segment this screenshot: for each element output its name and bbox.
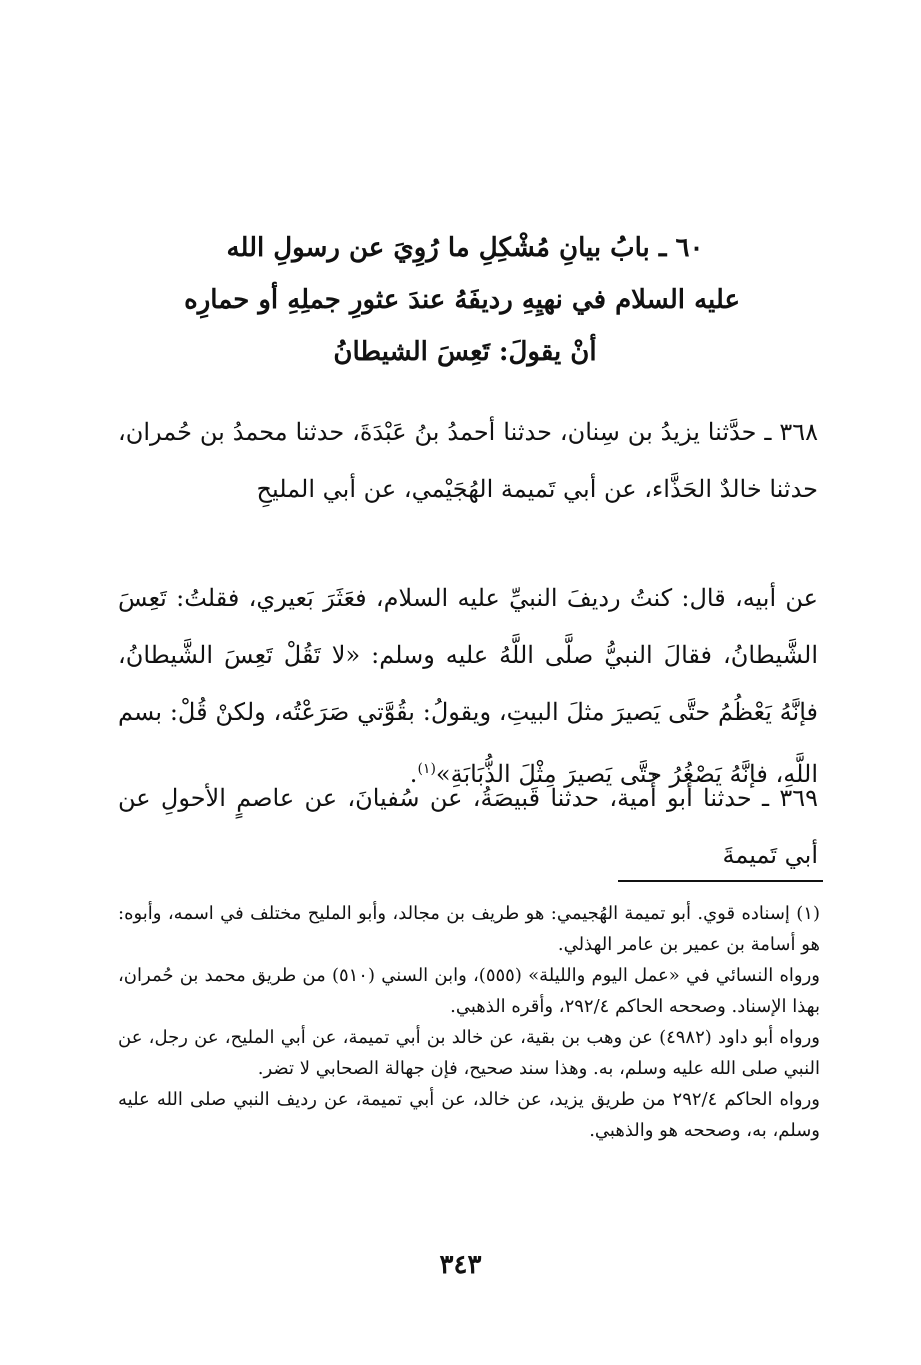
chapter-title — [184, 222, 740, 378]
footnote-paragraph-1: (١) إسناده قوي. أبو تميمة الهُجيمي: هو طريف بن مجالد، وأبو المليح مختلف في اسمه، وأبوه: هو أسامة بن عمير بن عامر الهذلي. — [118, 903, 820, 955]
page-number: ٣٤٣ — [439, 1250, 482, 1280]
footnote-paragraph-3: ورواه أبو داود (٤٩٨٢) عن وهب بن بقية، عن خالد بن أبي تميمة، عن أبي المليح، عن رجل، عن النبي صلى الله عليه وسلم، به. وهذا سند صحيح، فإن جهالة الصحابي لا تضر. — [118, 1027, 820, 1079]
hadith-368-end: . — [409, 760, 418, 788]
hadith-369-isnad: ٣٦٩ ـ حدثنا أبو أُمية، حدثنا قَبيصَةُ، عن سُفيانَ، عن عاصمٍ الأحولِ عن أبي تَميمةَ — [118, 784, 818, 869]
footnote-paragraph-4: ورواه الحاكم ٢٩٢/٤ من طريق يزيد، عن خالد، عن أبي تميمة، عن رديف النبي صلى الله عليه وسلم، به، وصححه هو والذهبي. — [118, 1089, 820, 1141]
chapter-title-line-1: ٦٠ ـ بابُ بيانِ مُشْكِلِ ما رُوِيَ عن رسولِ الله — [226, 233, 704, 263]
footnote-reference: (١) — [417, 761, 436, 777]
footnote-divider — [618, 880, 823, 882]
hadith-368-matn — [118, 570, 818, 803]
hadith-368-isnad: ٣٦٨ ـ حدَّثنا يزيدُ بن سِنان، حدثنا أحمدُ بنُ عَبْدَةَ، حدثنا محمدُ بن حُمران، حدثنا خالدٌ الحَذَّاء، عن أبي تَميمة الهُجَيْمي، عن أبي المليحِ — [118, 418, 819, 503]
hadith-368-matn-text: عن أبيه، قال: كنتُ رديفَ النبيِّ عليه السلام، فعَثَرَ بَعيري، فقلتُ: تَعِسَ الشَّيطانُ، فقالَ النبيُّ صلَّى اللَّهُ عليه وسلم: «لا تَقُلْ تَعِسَ الشَّيطانُ، فإنَّهُ يَعْظُمُ حتَّى يَصيرَ مثلَ البيتِ، ويقولُ: بقُوَّتي صَرَعْتُه، ولكنْ قُلْ: بسم اللَّهِ، فإنَّهُ يَصْغُرُ حتَّى يَصيرَ مِثْلَ الذُّبَابَةِ» — [118, 584, 819, 788]
chapter-title-line-2: عليه السلام في نهيِهِ رديفَهُ عندَ عثورِ جملِهِ أو حمارِه — [184, 285, 740, 315]
footnote-paragraph-2: ورواه النسائي في «عمل اليوم والليلة» (٥٥٥)، وابن السني (٥١٠) من طريق محمد بن حُمران، بهذا الإسناد. وصححه الحاكم ٢٩٢/٤، وأقره الذهبي. — [118, 965, 820, 1017]
chapter-title-line-3: أنْ يقولَ: تَعِسَ الشيطانُ — [333, 337, 597, 367]
footnotes — [118, 898, 820, 1146]
